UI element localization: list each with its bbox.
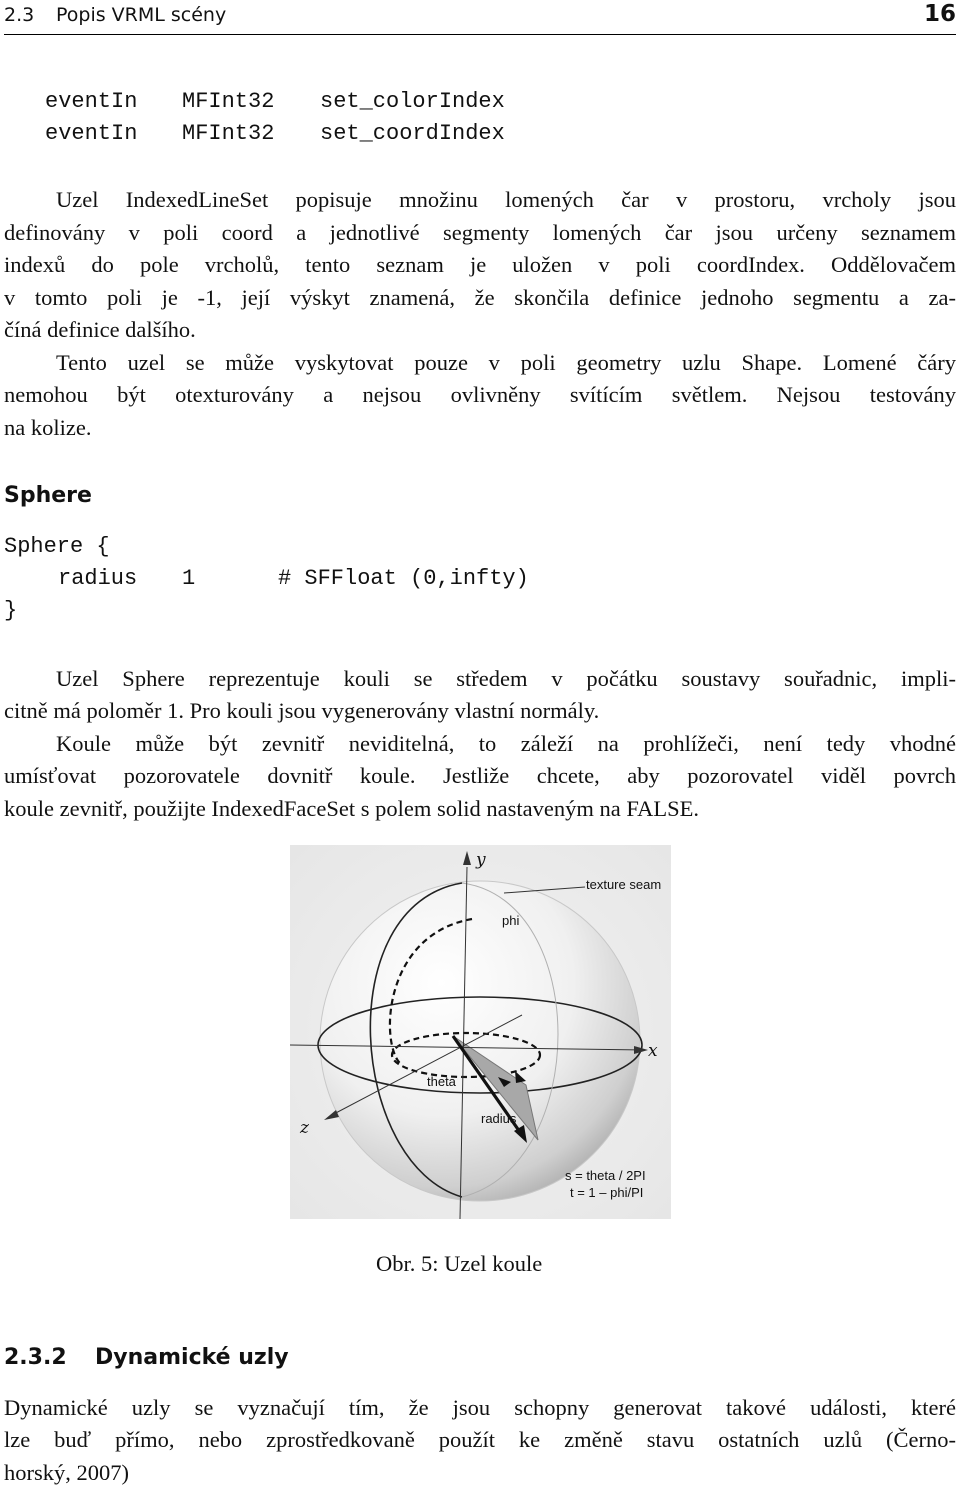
decl-name: set_colorIndex bbox=[320, 89, 505, 114]
label-y: y bbox=[476, 850, 486, 870]
label-radius: radius bbox=[481, 1111, 517, 1126]
sphere-shape bbox=[320, 881, 640, 1201]
text-line: indexů do pole vrcholů, tento seznam je uložen v poli coordIndex. Oddělovačem bbox=[4, 252, 956, 277]
text-line: Tento uzel se může vyskytovat pouze v poli geometry uzlu Shape. Lomené čáry bbox=[56, 350, 956, 375]
decl-kind: eventIn bbox=[45, 89, 138, 114]
label-z: z bbox=[300, 1118, 309, 1138]
text-line: koule zevnitř, použijte IndexedFaceSet s polem solid nastaveným na FALSE. bbox=[4, 796, 700, 821]
section-number: 2.3.2 bbox=[4, 1345, 67, 1370]
code-field-name: radius bbox=[58, 566, 138, 591]
sphere-diagram bbox=[290, 845, 671, 1219]
code-field-value: 1 bbox=[182, 566, 196, 591]
label-theta: theta bbox=[427, 1074, 456, 1089]
label-texture-seam: texture seam bbox=[586, 877, 662, 892]
text-line: citně má poloměr 1. Pro kouli jsou vygenerovány vlastní normály. bbox=[4, 698, 600, 723]
page-number: 16 bbox=[923, 1, 956, 27]
label-phi: phi bbox=[502, 913, 520, 928]
text-line: definovány v poli coord a jednotlivé segmenty lomených čar jsou určeny seznamem bbox=[4, 220, 956, 245]
text-line: číná definice dalšího. bbox=[4, 317, 196, 342]
text-line: Uzel Sphere reprezentuje kouli se středem v počátku soustavy souřadnic, impli- bbox=[56, 666, 956, 691]
text-line: Uzel IndexedLineSet popisuje množinu lomených čar v prostoru, vrcholy jsou bbox=[56, 187, 956, 212]
header-section-number: 2.3 bbox=[4, 4, 35, 26]
text-line: v tomto poli je -1, její výskyt znamená, že skončila definice jednoho segmentu a za- bbox=[4, 285, 956, 310]
section-heading-sphere: Sphere bbox=[4, 483, 92, 508]
text-line: lze buď přímo, nebo zprostředkovaně použít ke změně stavu ostatních uzlů (Černo- bbox=[4, 1427, 956, 1452]
decl-type: MFInt32 bbox=[182, 121, 275, 146]
section-title: Dynamické uzly bbox=[95, 1345, 289, 1370]
decl-kind: eventIn bbox=[45, 121, 138, 146]
header-rule bbox=[4, 34, 956, 35]
label-x: x bbox=[648, 1041, 658, 1061]
figure-caption: Obr. 5: Uzel koule bbox=[376, 1251, 543, 1276]
text-line: umísťovat pozorovatele dovnitř koule. Jestliže chcete, aby pozorovatel viděl povrch bbox=[4, 763, 956, 788]
text-line: na kolize. bbox=[4, 415, 92, 440]
text-line: horský, 2007) bbox=[4, 1460, 129, 1485]
decl-type: MFInt32 bbox=[182, 89, 275, 114]
text-line: nemohou být otexturovány a nejsou ovlivněny svítícím světlem. Nejsou testovány bbox=[4, 382, 956, 407]
text-line: Dynamické uzly se vyznačují tím, že jsou schopny generovat takové události, které bbox=[4, 1395, 956, 1420]
decl-name: set_coordIndex bbox=[320, 121, 505, 146]
header-title: Popis VRML scény bbox=[56, 4, 227, 26]
text-line: Koule může být zevnitř neviditelná, to záleží na prohlížeči, není tedy vhodné bbox=[56, 731, 956, 756]
sphere-figure bbox=[290, 845, 671, 1219]
label-s-formula: s = theta / 2PI bbox=[565, 1168, 646, 1183]
code-open: Sphere { bbox=[4, 534, 110, 559]
code-comment: # SFFloat (0,infty) bbox=[278, 566, 529, 591]
label-t-formula: t = 1 – phi/PI bbox=[570, 1185, 644, 1200]
code-close: } bbox=[4, 598, 18, 623]
